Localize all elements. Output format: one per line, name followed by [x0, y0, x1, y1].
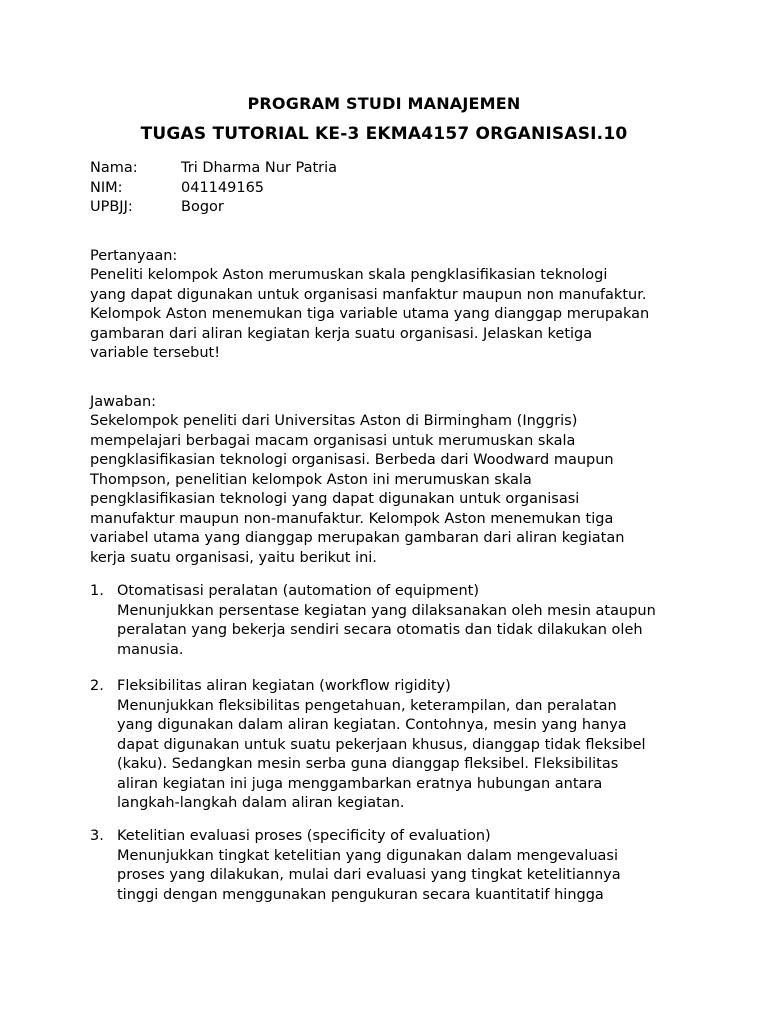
answer-line: Sekelompok peneliti dari Universitas Aston di Birmingham (Inggris): [90, 413, 578, 429]
question-line: yang dapat digunakan untuk organisasi manfaktur maupun non manufaktur.: [90, 286, 647, 303]
answer-heading: Jawaban:: [90, 394, 157, 410]
list-item-body: [117, 602, 656, 661]
nama-label: Nama:: [90, 160, 138, 176]
upbjj-value: Bogor: [181, 199, 224, 215]
question-line: Kelompok Aston menemukan tiga variable utama yang dianggap merupakan: [90, 306, 650, 322]
info-row-upbjj: [90, 198, 337, 218]
list-item-line: manusia.: [117, 641, 184, 658]
answer-line: kerja suatu organisasi, yaitu berikut ini.: [90, 549, 377, 566]
list-item-line: yang digunakan dalam aliran kegiatan. Contohnya, mesin yang hanya: [117, 717, 627, 733]
list-item-line: langkah-langkah dalam aliran kegiatan.: [117, 795, 405, 811]
list-item-number: 2.: [90, 678, 104, 694]
nim-value: 041149165: [181, 179, 265, 196]
list-item-number: 3.: [90, 828, 104, 844]
list-item-heading: Fleksibilitas aliran kegiatan (workflow rigidity): [117, 678, 451, 694]
list-item-line: Menunjukkan tingkat ketelitian yang digunakan dalam mengevaluasi: [117, 847, 618, 864]
student-info: [90, 159, 337, 218]
list-item-line: tinggi dengan menggunakan pengukuran secara kuantitatif hingga: [117, 886, 604, 903]
list-item-number: 1.: [90, 583, 104, 599]
list-item-line: Menunjukkan fleksibilitas pengetahuan, keterampilan, dan peralatan: [117, 697, 617, 714]
list-item-line: peralatan yang bekerja sendiri secara otomatis dan tidak dilakukan oleh: [117, 622, 643, 638]
upbjj-label: UPBJJ:: [90, 199, 133, 215]
answer-line: Thompson, penelitian kelompok Aston ini merumuskan skala: [90, 471, 532, 488]
answer-line: manufaktur maupun non-manufaktur. Kelompok Aston menemukan tiga: [90, 510, 614, 527]
answer-line: mempelajari berbagai macam organisasi untuk merumuskan skala: [90, 432, 576, 449]
question-line: variable tersebut!: [90, 345, 221, 361]
nama-value: Tri Dharma Nur Patria: [181, 160, 338, 176]
question-body: [90, 266, 690, 364]
list-item-line: aliran kegiatan ini juga menggambarkan eratnya hubungan antara: [117, 775, 603, 792]
question-heading: Pertanyaan:: [90, 248, 178, 264]
assignment-title: TUGAS TUTORIAL KE-3 EKMA4157 ORGANISASI.10: [140, 124, 628, 144]
question-line: Peneliti kelompok Aston merumuskan skala pengklasifikasian teknologi: [90, 267, 608, 283]
answer-line: variabel utama yang dianggap merupakan gambaran dari aliran kegiatan: [90, 530, 625, 546]
list-item-line: Menunjukkan persentase kegiatan yang dilaksanakan oleh mesin ataupun: [117, 602, 656, 619]
list-item-body: [117, 847, 621, 906]
info-row-nama: [90, 159, 337, 179]
list-item-heading: Ketelitian evaluasi proses (specificity of evaluation): [117, 828, 491, 844]
answer-body: [90, 412, 690, 568]
list-item-line: dapat digunakan untuk suatu pekerjaan khusus, dianggap tidak fleksibel: [117, 736, 646, 753]
list-item-line: (kaku). Sedangkan mesin serba guna dianggap fleksibel. Fleksibilitas: [117, 756, 619, 772]
answer-line: pengklasifikasian teknologi organisasi. Berbeda dari Woodward maupun: [90, 452, 614, 468]
list-item-heading: Otomatisasi peralatan (automation of equipment): [117, 583, 479, 599]
list-item-line: proses yang dilakukan, mulai dari evaluasi yang tingkat ketelitiannya: [117, 867, 621, 883]
list-item-body: [117, 697, 646, 814]
info-row-nim: [90, 179, 337, 199]
answer-line: pengklasifikasian teknologi yang dapat digunakan untuk organisasi: [90, 491, 580, 507]
nim-label: NIM:: [90, 179, 123, 196]
program-title: PROGRAM STUDI MANAJEMEN: [247, 94, 521, 113]
question-line: gambaran dari aliran kegiatan kerja suatu organisasi. Jelaskan ketiga: [90, 325, 593, 342]
